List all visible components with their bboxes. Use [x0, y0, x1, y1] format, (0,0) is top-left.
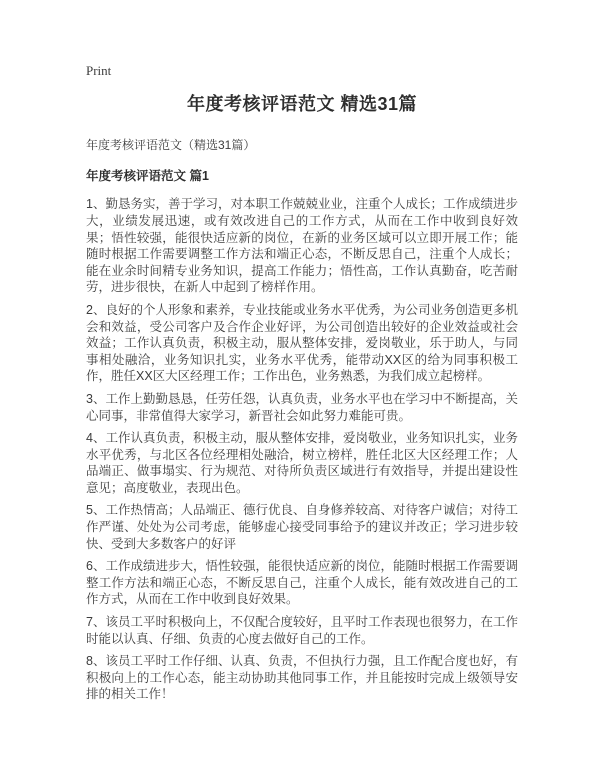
document-subtitle: 年度考核评语范文（精选31篇） — [86, 138, 256, 153]
paragraph: 7、该员工平时积极向上，不仅配合度较好，且平时工作表现也很努力，在工作时能以认真、仔细、负责的心度去做好自己的工作。 — [86, 615, 518, 646]
print-button[interactable]: Print — [86, 63, 112, 78]
section-heading-part1: 年度考核评语范文 篇1 — [86, 169, 209, 184]
paragraph: 2、良好的个人形象和素养，专业技能或业务水平优秀，为公司业务创造更多机会和效益，受公司客户及合作企业好评，为公司创造出较好的企业效益或社会效益；工作认真负责，积极主动，服从整体安排，爱岗敬业，乐于助人，与同事相处融洽，业务知识扎实，业务水平优秀，能带动XX区的给为同事积极工作，胜任XX区大区经理工作；工作出色，业务熟悉，为我们成立起榜样。 — [86, 302, 518, 384]
paragraph: 5、工作热情高；人品端正、德行优良、自身修养较高、对待客户诚信；对待工作严谨、处处为公司考虑，能够虚心接受同事给予的建议并改正；学习进步较快、受到大多数客户的好评 — [86, 503, 518, 551]
page-title: 年度考核评语范文 精选31篇 — [186, 94, 418, 114]
paragraph: 8、该员工平时工作仔细、认真、负责，不但执行力强，且工作配合度也好，有积极向上的工作心态，能主动协助其他同事工作，并且能按时完成上级领导安排的相关工作！ — [86, 654, 518, 702]
paragraph: 4、工作认真负责，积极主动，服从整体安排，爱岗敬业，业务知识扎实，业务水平优秀，与北区各位经理相处融洽，树立榜样，胜任北区大区经理工作；人品端正、做事塌实、行为规范、对待所负责区域进行有效指导，并提出建设性意见；高度敬业，表现出色。 — [86, 431, 518, 495]
paragraph: 3、工作上勤勤恳恳，任劳任怨，认真负责，业务水平也在学习中不断提高，关心同事，非常值得大家学习，新晋社会如此努力难能可贵。 — [86, 391, 518, 423]
paragraph: 6、工作成绩进步大，悟性较强，能很快适应新的岗位，能随时根据工作需要调整工作方法和端正心态，不断反思自己，注重个人成长，能有效改进自己的工作方式，从而在工作中收到良好效果。 — [86, 559, 518, 607]
paragraph: 1、勤恳务实，善于学习，对本职工作兢兢业业，注重个人成长；工作成绩进步大，业绩发展迅速，或有效改进自己的工作方式，从而在工作中收到良好效果；悟性较强，能很快适应新的岗位，在新的业务区域可以立即开展工作；能随时根据工作需要调整工作方法和端正心态，不断反思自己，注重个人成长；能在业余时间精专业务知识，提高工作能力；悟性高，工作认真勤奋，吃苦耐劳，进步很快，在新人中起到了榜样作用。 — [86, 197, 518, 295]
paragraph-list — [86, 196, 518, 703]
